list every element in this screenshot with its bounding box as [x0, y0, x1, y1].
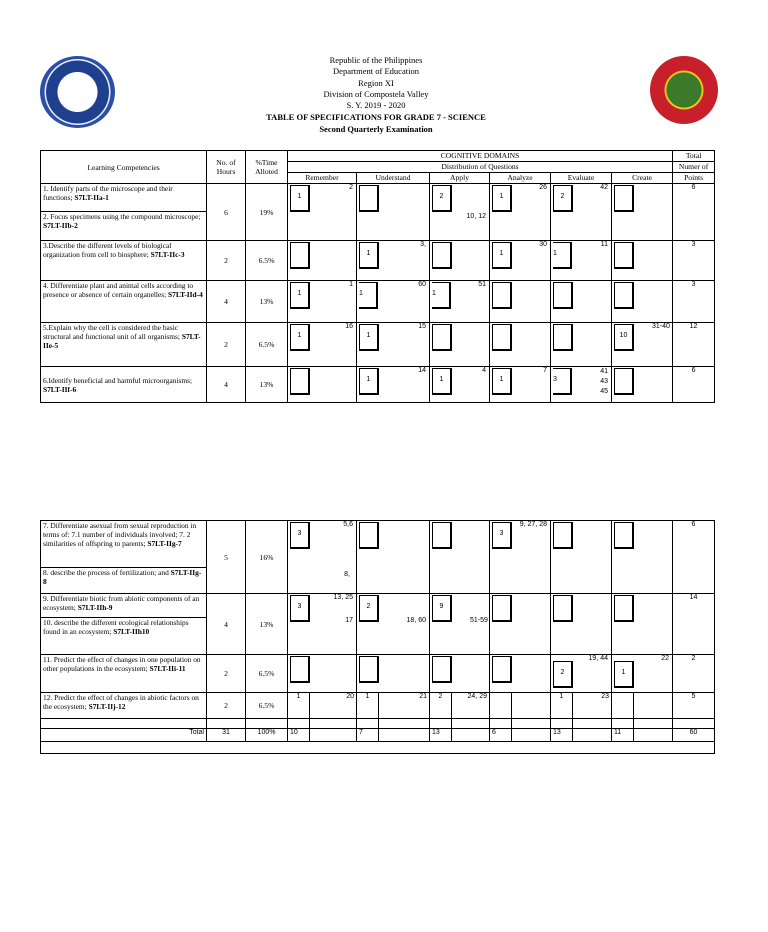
- apply-r4: 1 51: [430, 281, 490, 323]
- header-apply: Apply: [430, 173, 490, 184]
- competency-11: 11. Predict the effect of changes in one population on other populations in the ecosystem; S7LT-IIi-11: [41, 655, 207, 693]
- pct-r5: 6.5%: [246, 323, 288, 367]
- apply-r6: 1 4: [430, 367, 490, 403]
- analyze-r1: 1 26: [490, 184, 551, 241]
- total-r3: 3: [673, 241, 715, 281]
- header-remember: Remember: [288, 173, 357, 184]
- header-learning-competencies: Learning Competencies: [41, 151, 207, 184]
- hours-r5: 2: [207, 323, 246, 367]
- deped-seal-logo: [40, 56, 115, 128]
- competency-12: 12. Predict the effect of changes in abiotic factors on the ecosystem; S7LT-IIj-12: [41, 693, 207, 719]
- analyze-questions-r12: [512, 693, 551, 719]
- hours-r3: 2: [207, 241, 246, 281]
- apply-r1: 2 10, 12: [430, 184, 490, 241]
- document-title: TABLE OF SPECIFICATIONS FOR GRADE 7 - SCIENCE: [266, 112, 486, 122]
- header-evaluate: Evaluate: [551, 173, 612, 184]
- create-questions-r12: [634, 693, 673, 719]
- hours-r9: 4: [207, 594, 246, 655]
- pct-r11: 6.5%: [246, 655, 288, 693]
- hours-r6: 4: [207, 367, 246, 403]
- remember-r4: 1 1: [288, 281, 357, 323]
- analyze-count-r12: [490, 693, 512, 719]
- evaluate-r9: [551, 594, 612, 655]
- create-r4: [612, 281, 673, 323]
- evaluate-r11: 2 19, 44: [551, 655, 612, 693]
- total-hours: 31: [207, 729, 246, 742]
- remember-questions-r12: 20: [310, 693, 357, 719]
- remember-r6: [288, 367, 357, 403]
- understand-questions-r12: 21: [379, 693, 430, 719]
- create-r5: 10 31-40: [612, 323, 673, 367]
- remember-r11: [288, 655, 357, 693]
- analyze-r5: [490, 323, 551, 367]
- specification-table-bottom: [40, 520, 715, 754]
- total-r5: 12: [673, 323, 715, 367]
- evaluate-r3: 1 11: [551, 241, 612, 281]
- total-pct: 100%: [246, 729, 288, 742]
- total-r11: 2: [673, 655, 715, 693]
- pct-r9: 13%: [246, 594, 288, 655]
- header-total: Total: [673, 151, 715, 162]
- total-understand: 7: [357, 729, 379, 742]
- understand-count-r12: 1: [357, 693, 379, 719]
- analyze-r9: [490, 594, 551, 655]
- pct-r12: 6.5%: [246, 693, 288, 719]
- header-region: Region XI: [358, 78, 394, 88]
- understand-r9: 2 18, 60: [357, 594, 430, 655]
- apply-r3: [430, 241, 490, 281]
- create-r9: [612, 594, 673, 655]
- evaluate-count-r12: 1: [551, 693, 573, 719]
- create-r1: [612, 184, 673, 241]
- competency-10: 10. describe the different ecological relationships found in an ecosystem; S7LT-IIh10: [41, 618, 207, 655]
- total-create: 11: [612, 729, 634, 742]
- total-points: 60: [673, 729, 715, 742]
- total-apply: 13: [430, 729, 452, 742]
- total-remember: 10: [288, 729, 310, 742]
- hours-r11: 2: [207, 655, 246, 693]
- header-number-of: Numer of: [673, 162, 715, 173]
- remember-r9: 3 13, 25 17: [288, 594, 357, 655]
- remember-r7: 3 5,6 8,: [288, 521, 357, 594]
- competency-1: 1. Identify parts of the microscope and their functions; S7LT-IIa-1: [41, 184, 207, 212]
- hours-r1: 6: [207, 184, 246, 241]
- apply-r11: [430, 655, 490, 693]
- header-understand: Understand: [357, 173, 430, 184]
- header-school-year: S. Y. 2019 - 2020: [346, 100, 406, 110]
- total-r9: 14: [673, 594, 715, 655]
- compostela-valley-seal-logo: [650, 56, 718, 124]
- competency-8: 8. describe the process of fertilization; and S7LT-IIg-8: [41, 568, 207, 594]
- competency-5: 5.Explain why the cell is considered the basic structural and functional unit of all organisms; S7LT-IIe-5: [41, 323, 207, 367]
- total-evaluate: 13: [551, 729, 573, 742]
- apply-r9: 9 51-59: [430, 594, 490, 655]
- total-r4: 3: [673, 281, 715, 323]
- pct-r7: 16%: [246, 521, 288, 594]
- understand-r4: 1 60: [357, 281, 430, 323]
- competency-7: 7. Differentiate asexual from sexual reproduction in terms of: 7.1 number of individuals involved; 7. 2 similarities of offspring to parents; S7LT-IIg-7: [41, 521, 207, 568]
- evaluate-questions-r12: 23: [573, 693, 612, 719]
- create-r3: [612, 241, 673, 281]
- header-republic: Republic of the Philippines: [329, 55, 423, 65]
- total-r12: 5: [673, 693, 715, 719]
- header-no-hours: No. of Hours: [207, 151, 246, 184]
- competency-2: 2. Focus specimens using the compound microscope; S7LT-IIb-2: [41, 212, 207, 241]
- header-analyze: Analyze: [490, 173, 551, 184]
- remember-r5: 1 16: [288, 323, 357, 367]
- competency-3: 3.Describe the different levels of biological organization from cell to biosphere; S7LT-IIc-3: [41, 241, 207, 281]
- create-r6: [612, 367, 673, 403]
- table-footer-row: [41, 742, 715, 754]
- create-r7: [612, 521, 673, 594]
- hours-r12: 2: [207, 693, 246, 719]
- specification-table-top: [40, 150, 715, 403]
- hours-r7: 5: [207, 521, 246, 594]
- evaluate-r5: [551, 323, 612, 367]
- header-division: Division of Compostela Valley: [323, 89, 429, 99]
- total-r7: 6: [673, 521, 715, 594]
- evaluate-r7: [551, 521, 612, 594]
- total-r1: 6: [673, 184, 715, 241]
- apply-r5: [430, 323, 490, 367]
- header-points: Points: [673, 173, 715, 184]
- pct-r1: 19%: [246, 184, 288, 241]
- pct-r3: 6.5%: [246, 241, 288, 281]
- header-department: Department of Education: [333, 66, 419, 76]
- pct-r6: 13%: [246, 367, 288, 403]
- competency-4: 4. Differentiate plant and animal cells according to presence or absence of certain organelles; S7LT-IId-4: [41, 281, 207, 323]
- analyze-r7: 3 9, 27, 28: [490, 521, 551, 594]
- analyze-r3: 1 30: [490, 241, 551, 281]
- understand-r1: [357, 184, 430, 241]
- remember-r3: [288, 241, 357, 281]
- document-subtitle: Second Quarterly Examination: [319, 124, 433, 134]
- analyze-r11: [490, 655, 551, 693]
- header-pct-time: %Time Alloted: [246, 151, 288, 184]
- hours-r4: 4: [207, 281, 246, 323]
- analyze-r4: [490, 281, 551, 323]
- evaluate-r6: 3 41 43 45: [551, 367, 612, 403]
- understand-r5: 1 15: [357, 323, 430, 367]
- apply-count-r12: 2: [430, 693, 452, 719]
- header-distribution: Distribution of Questions: [288, 162, 673, 173]
- evaluate-r4: [551, 281, 612, 323]
- understand-r11: [357, 655, 430, 693]
- apply-questions-r12: 24, 29: [452, 693, 490, 719]
- remember-count-r12: 1: [288, 693, 310, 719]
- understand-r7: [357, 521, 430, 594]
- remember-r1: 1 2: [288, 184, 357, 241]
- pct-r4: 13%: [246, 281, 288, 323]
- competency-9: 9. Differentiate biotic from abiotic components of an ecosystem; S7LT-IIh-9: [41, 594, 207, 618]
- create-count-r12: [612, 693, 634, 719]
- total-label: Total: [41, 729, 207, 742]
- create-r11: 1 22: [612, 655, 673, 693]
- understand-r6: 1 14: [357, 367, 430, 403]
- total-analyze: 6: [490, 729, 512, 742]
- analyze-r6: 1 7: [490, 367, 551, 403]
- competency-6: 6.Identify beneficial and harmful microorganisms; S7LT-IIf-6: [41, 367, 207, 403]
- apply-r7: [430, 521, 490, 594]
- understand-r3: 1 3,: [357, 241, 430, 281]
- evaluate-r1: 2 42: [551, 184, 612, 241]
- header-cognitive-domains: COGNITIVE DOMAINS: [288, 151, 673, 162]
- header-create: Create: [612, 173, 673, 184]
- total-r6: 6: [673, 367, 715, 403]
